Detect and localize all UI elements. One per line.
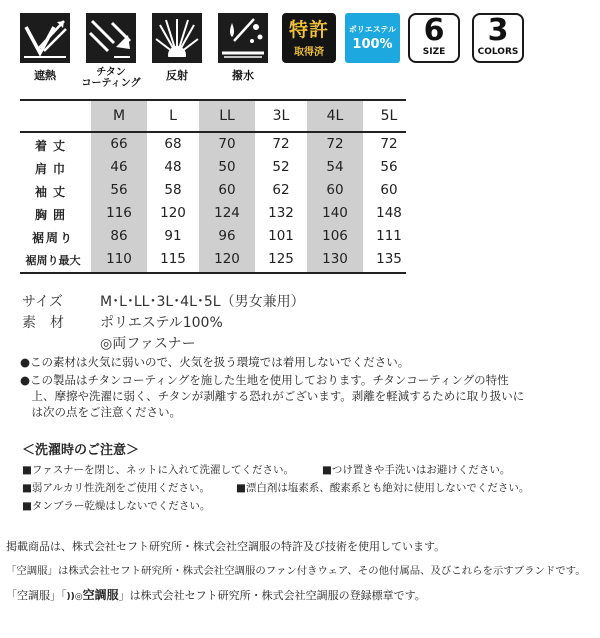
row-label-chest: 胸囲 bbox=[34, 208, 71, 222]
note-fire: ●この素材は火気に弱いので、火気を扱う環境では着用しないでください。 bbox=[20, 355, 410, 369]
table-cell: 111 bbox=[376, 228, 402, 244]
column-header-3l: 3L bbox=[272, 108, 290, 124]
spec-fastener: ◎両ファスナー bbox=[100, 336, 196, 352]
feature-label-titanium-line1: チタン bbox=[96, 67, 126, 78]
column-header-ll: LL bbox=[219, 108, 235, 124]
note-titanium-line1: ●この製品はチタンコーティングを施した生地を使用しております。チタンコーティングの特性 bbox=[20, 373, 509, 387]
spec-material-value: ポリエステル100% bbox=[100, 315, 223, 331]
note-titanium-line3: は次の点をご注意ください。 bbox=[20, 405, 181, 419]
table-bottom-rule bbox=[20, 272, 406, 274]
table-cell: 46 bbox=[110, 159, 128, 175]
table-cell: 91 bbox=[164, 228, 182, 244]
table-cell: 125 bbox=[268, 251, 294, 267]
row-label-hem: 裾周り bbox=[31, 231, 74, 245]
table-cell: 120 bbox=[214, 251, 240, 267]
table-cell: 116 bbox=[106, 205, 132, 221]
table-cell: 60 bbox=[380, 182, 398, 198]
table-cell: 72 bbox=[272, 136, 290, 152]
footer-trademark-suffix: 」は株式会社セフト研究所・株式会社空調服の登録標章です。 bbox=[118, 589, 426, 602]
row-label-shoulder: 肩巾 bbox=[34, 162, 71, 176]
table-cell: 140 bbox=[322, 205, 348, 221]
column-header-m: M bbox=[112, 108, 126, 124]
kuchofuku-logo bbox=[67, 586, 119, 603]
row-label-sleeve: 袖丈 bbox=[34, 185, 71, 199]
feature-label-heat: 遮熱 bbox=[34, 69, 56, 82]
column-header-l: L bbox=[169, 108, 177, 124]
table-cell: 132 bbox=[268, 205, 294, 221]
table-cell: 62 bbox=[272, 182, 290, 198]
color-count-number: 3 bbox=[487, 13, 509, 48]
table-cell: 135 bbox=[376, 251, 402, 267]
footer-brand-note: 「空調服」は株式会社セフト研究所・株式会社空調服のファン付きウェア、その他付属品、及びこれらを示すブランドです。 bbox=[6, 565, 586, 577]
note-titanium-line2: 上、摩擦や洗濯に弱く、チタンが剥離する恐れがございます。剥離を軽減するために取り扱いに bbox=[20, 389, 525, 403]
care-item: ■漂白剤は塩素系、酸素系とも絶対に使用しないでください。 bbox=[236, 482, 530, 494]
table-cell: 106 bbox=[322, 228, 348, 244]
water-repellent-icon bbox=[218, 13, 268, 63]
footer-patent-note: 掲載商品は、株式会社セフト研究所・株式会社空調服の特許及び技術を使用しています。 bbox=[6, 540, 446, 553]
table-cell: 124 bbox=[214, 205, 240, 221]
table-header-rule bbox=[20, 131, 406, 133]
spec-size-value: M･L･LL･3L･4L･5L（男女兼用） bbox=[100, 294, 305, 310]
feature-label-titanium bbox=[80, 67, 142, 89]
table-cell: 110 bbox=[106, 251, 132, 267]
polyester-badge-percent: 100% bbox=[352, 37, 393, 52]
column-header-4l: 4L bbox=[326, 108, 344, 124]
patent-badge-subtitle: 取得済 bbox=[294, 47, 324, 58]
kuchofuku-logo-text: 空調服 bbox=[82, 588, 119, 602]
table-cell: 70 bbox=[218, 136, 236, 152]
heat-shield-icon bbox=[20, 13, 70, 63]
row-label-length: 着丈 bbox=[34, 139, 71, 153]
spec-size-label: サイズ bbox=[22, 294, 63, 310]
table-cell: 56 bbox=[110, 182, 128, 198]
reflection-icon bbox=[152, 13, 202, 63]
table-cell: 72 bbox=[326, 136, 344, 152]
table-cell: 50 bbox=[218, 159, 236, 175]
spec-material-label: 素 材 bbox=[22, 315, 64, 331]
polyester-badge-material: ポリエステル bbox=[348, 25, 397, 34]
table-cell: 115 bbox=[160, 251, 186, 267]
table-cell: 68 bbox=[164, 136, 182, 152]
table-top-rule bbox=[20, 99, 406, 101]
footer-trademark-prefix: 「空調服」「 bbox=[6, 589, 67, 602]
footer-trademark-note bbox=[6, 586, 426, 603]
care-item: ■つけ置きや手洗いはお避けください。 bbox=[322, 464, 511, 476]
care-item: ■ファスナーを閉じ、ネットに入れて洗濯してください。 bbox=[22, 464, 294, 476]
kuchofuku-logo-mark: ))◎ bbox=[66, 592, 83, 602]
table-cell: 101 bbox=[268, 228, 294, 244]
table-cell: 48 bbox=[164, 159, 182, 175]
size-count-number: 6 bbox=[423, 13, 445, 48]
table-cell: 56 bbox=[380, 159, 398, 175]
table-cell: 86 bbox=[110, 228, 128, 244]
polyester-badge bbox=[345, 13, 400, 63]
feature-label-titanium-line2: コーティング bbox=[81, 78, 141, 89]
feature-label-water: 撥水 bbox=[232, 69, 254, 82]
table-cell: 54 bbox=[326, 159, 344, 175]
patent-badge-title: 特許 bbox=[288, 19, 329, 41]
table-cell: 60 bbox=[326, 182, 344, 198]
table-cell: 52 bbox=[272, 159, 290, 175]
table-cell: 130 bbox=[322, 251, 348, 267]
table-cell: 72 bbox=[380, 136, 398, 152]
color-count-badge bbox=[472, 13, 524, 63]
table-cell: 58 bbox=[164, 182, 182, 198]
care-item: ■弱アルカリ性洗剤をご使用ください。 bbox=[22, 482, 210, 494]
table-cell: 120 bbox=[160, 205, 186, 221]
care-item: ■タンブラー乾燥はしないでください。 bbox=[22, 500, 211, 512]
table-cell: 148 bbox=[376, 205, 402, 221]
size-count-badge bbox=[408, 13, 460, 63]
size-count-caption: SIZE bbox=[422, 47, 446, 57]
color-count-caption: COLORS bbox=[477, 47, 519, 57]
column-header-5l: 5L bbox=[380, 108, 398, 124]
table-cell: 96 bbox=[218, 228, 236, 244]
titanium-coating-icon bbox=[86, 13, 136, 63]
row-label-hem-max: 裾周り最大 bbox=[25, 254, 81, 267]
table-cell: 66 bbox=[110, 136, 128, 152]
care-title: ＜洗濯時のご注意＞ bbox=[22, 443, 140, 458]
patent-badge bbox=[282, 13, 336, 63]
feature-label-reflection: 反射 bbox=[166, 69, 188, 82]
table-cell: 60 bbox=[218, 182, 236, 198]
